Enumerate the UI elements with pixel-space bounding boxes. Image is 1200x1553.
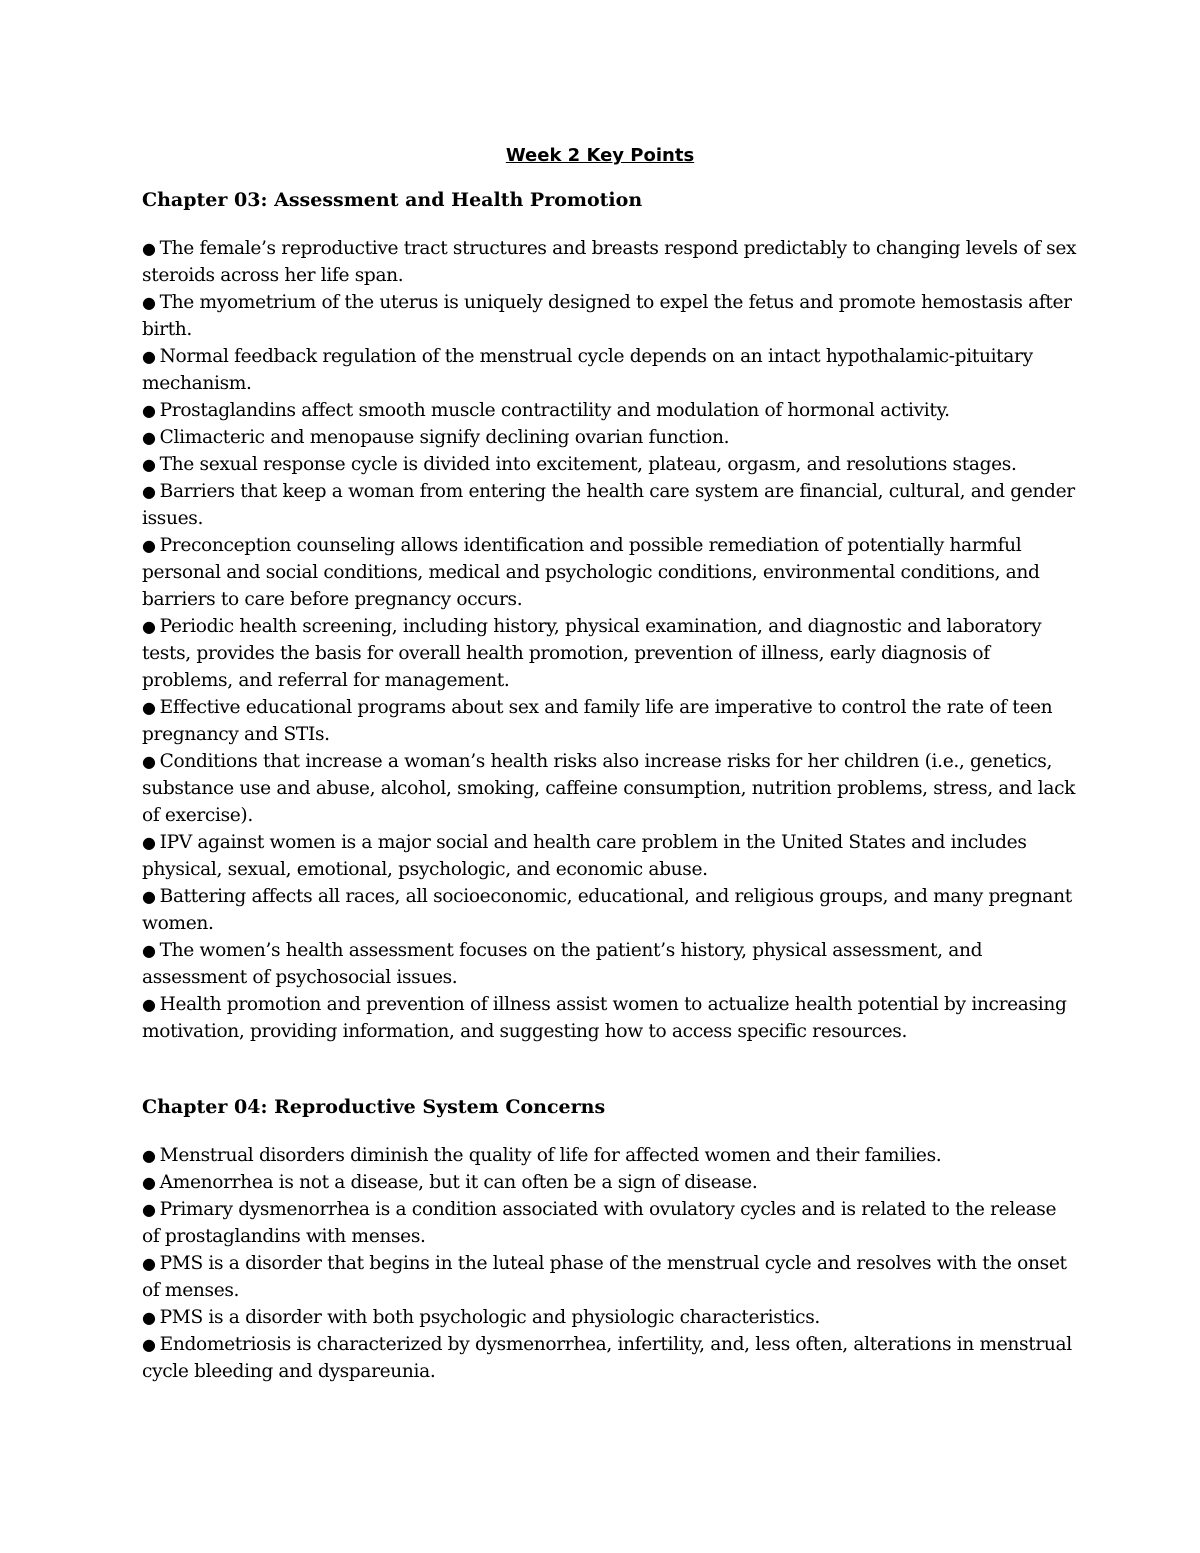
list-item-text: Amenorrhea is not a disease, but it can often be a sign of disease. — [159, 1172, 758, 1193]
list-item — [142, 1331, 1077, 1385]
bullet-icon: ● — [142, 293, 156, 312]
list-item — [142, 289, 1077, 343]
list-item — [142, 1142, 1077, 1169]
bullet-icon: ● — [142, 401, 156, 420]
bullet-icon: ● — [142, 1173, 156, 1192]
list-item — [142, 613, 1077, 694]
list-item-text: Normal feedback regulation of the menstrual cycle depends on an intact hypothalamic-pituitary mechanism. — [142, 346, 1033, 394]
list-item — [142, 532, 1077, 613]
list-item — [142, 1169, 1077, 1196]
list-item-text: Battering affects all races, all socioeconomic, educational, and religious groups, and many pregnant women. — [142, 886, 1072, 934]
list-item-text: Periodic health screening, including history, physical examination, and diagnostic and laboratory tests, provides the basis for overall health promotion, prevention of illness, early diagnosis of problems, and referral for management. — [142, 616, 1042, 691]
list-item-text: The myometrium of the uterus is uniquely designed to expel the fetus and promote hemostasis after birth. — [142, 292, 1072, 340]
bullet-icon: ● — [142, 833, 156, 852]
bullet-icon: ● — [142, 428, 156, 447]
list-item-text: The sexual response cycle is divided into excitement, plateau, orgasm, and resolutions stages. — [159, 454, 1017, 475]
list-item — [142, 1304, 1077, 1331]
list-item-text: Endometriosis is characterized by dysmenorrhea, infertility, and, less often, alterations in menstrual cycle bleeding and dyspareunia. — [142, 1334, 1072, 1382]
list-item — [142, 1250, 1077, 1304]
list-item-text: Preconception counseling allows identification and possible remediation of potentially harmful personal and social conditions, medical and psychologic conditions, environmental conditions, and barriers to care before pregnancy occurs. — [142, 535, 1040, 610]
bullet-icon: ● — [142, 752, 156, 771]
list-item-text: The female’s reproductive tract structures and breasts respond predictably to changing levels of sex steroids across her life span. — [142, 238, 1077, 286]
bullet-icon: ● — [142, 1335, 156, 1354]
list-item-text: Climacteric and menopause signify declining ovarian function. — [159, 427, 730, 448]
list-item — [142, 991, 1077, 1045]
bullet-icon: ● — [142, 941, 156, 960]
bullet-icon: ● — [142, 698, 156, 717]
section-heading: Chapter 04: Reproductive System Concerns — [142, 1096, 606, 1118]
list-item — [142, 1196, 1077, 1250]
list-item — [142, 451, 1077, 478]
bullet-icon: ● — [142, 455, 156, 474]
list-item — [142, 478, 1077, 532]
list-item-text: IPV against women is a major social and health care problem in the United States and includes physical, sexual, emotional, psychologic, and economic abuse. — [142, 832, 1027, 880]
list-item-text: Primary dysmenorrhea is a condition associated with ovulatory cycles and is related to the release of prostaglandins with menses. — [142, 1199, 1057, 1247]
list-item — [142, 829, 1077, 883]
bullet-icon: ● — [142, 347, 156, 366]
list-item — [142, 424, 1077, 451]
section-chapter-04 — [142, 1094, 1077, 1385]
section-heading: Chapter 03: Assessment and Health Promotion — [142, 189, 643, 211]
bullet-icon: ● — [142, 1200, 156, 1219]
list-item-text: Effective educational programs about sex and family life are imperative to control the rate of teen pregnancy and STIs. — [142, 697, 1053, 745]
section-chapter-03 — [142, 187, 1077, 1045]
list-item-text: PMS is a disorder with both psychologic and physiologic characteristics. — [159, 1307, 820, 1328]
bullet-list — [142, 1142, 1077, 1385]
bullet-icon: ● — [142, 482, 156, 501]
bullet-icon: ● — [142, 1308, 156, 1327]
list-item — [142, 235, 1077, 289]
list-item — [142, 883, 1077, 937]
list-item — [142, 397, 1077, 424]
bullet-icon: ● — [142, 617, 156, 636]
list-item — [142, 937, 1077, 991]
list-item-text: PMS is a disorder that begins in the luteal phase of the menstrual cycle and resolves with the onset of menses. — [142, 1253, 1067, 1301]
list-item-text: Barriers that keep a woman from entering the health care system are financial, cultural, and gender issues. — [142, 481, 1075, 529]
bullet-list — [142, 235, 1077, 1045]
document-title: Week 2 Key Points — [505, 145, 695, 166]
bullet-icon: ● — [142, 887, 156, 906]
bullet-icon: ● — [142, 1146, 156, 1165]
list-item-text: Prostaglandins affect smooth muscle contractility and modulation of hormonal activity. — [159, 400, 950, 421]
list-item-text: The women’s health assessment focuses on the patient’s history, physical assessment, and assessment of psychosocial issues. — [142, 940, 983, 988]
bullet-icon: ● — [142, 536, 156, 555]
list-item — [142, 343, 1077, 397]
list-item-text: Health promotion and prevention of illness assist women to actualize health potential by increasing motivation, providing information, and suggesting how to access specific resources. — [142, 994, 1067, 1042]
bullet-icon: ● — [142, 1254, 156, 1273]
list-item-text: Conditions that increase a woman’s health risks also increase risks for her children (i.e., genetics, substance use and abuse, alcohol, smoking, caffeine consumption, nutrition problems, stress, and lack of exercise). — [142, 751, 1076, 826]
list-item — [142, 694, 1077, 748]
bullet-icon: ● — [142, 239, 156, 258]
list-item-text: Menstrual disorders diminish the quality of life for affected women and their families. — [159, 1145, 942, 1166]
list-item — [142, 748, 1077, 829]
bullet-icon: ● — [142, 995, 156, 1014]
